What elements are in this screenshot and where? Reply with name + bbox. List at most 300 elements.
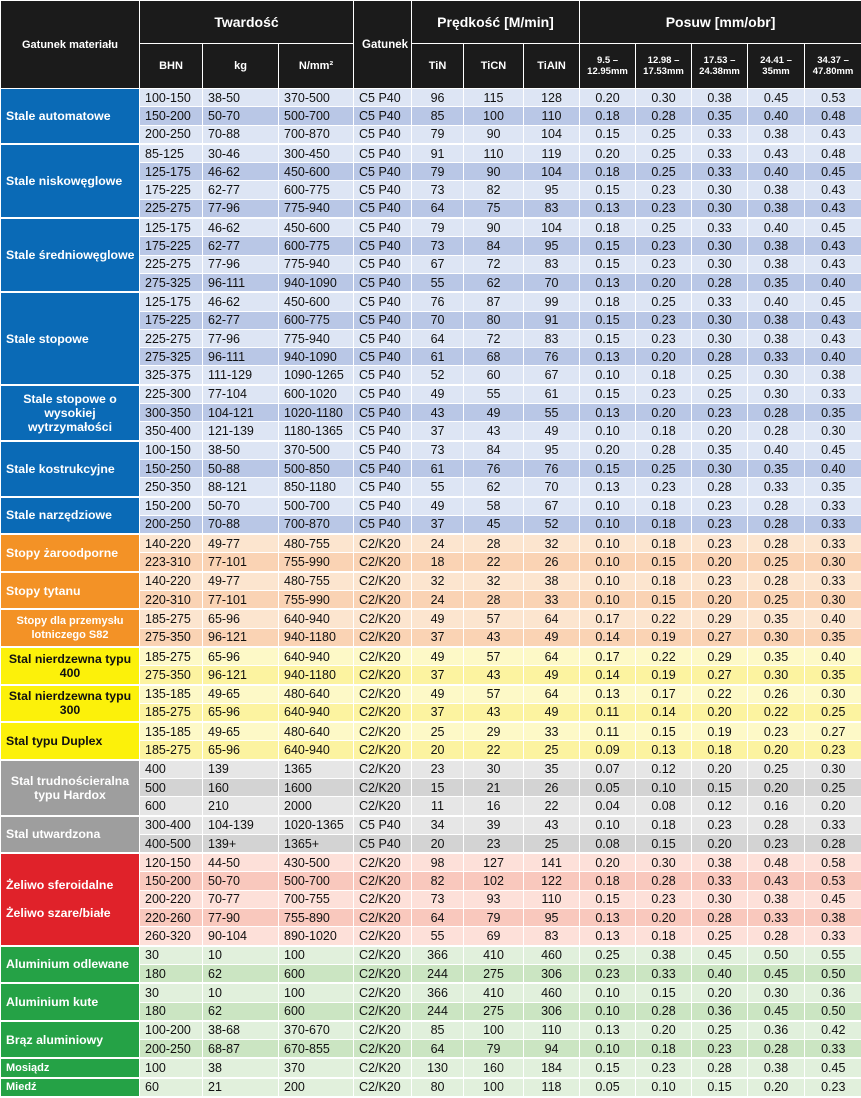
cell-feed-3: 0.28 bbox=[692, 478, 748, 497]
cell-grade: C5 P40 bbox=[354, 478, 412, 497]
cell-nmm2: 500-700 bbox=[279, 497, 354, 516]
cell-feed-5: 0.45 bbox=[805, 1058, 861, 1077]
cell-feed-1: 0.15 bbox=[580, 385, 636, 404]
cell-feed-4: 0.38 bbox=[748, 311, 805, 329]
cell-ticn: 93 bbox=[464, 890, 524, 908]
cell-feed-4: 0.28 bbox=[748, 572, 805, 591]
cell-nmm2: 500-700 bbox=[279, 872, 354, 890]
cell-feed-4: 0.40 bbox=[748, 163, 805, 181]
cell-feed-5: 0.45 bbox=[805, 890, 861, 908]
cell-feed-2: 0.13 bbox=[636, 741, 692, 760]
table-row bbox=[1, 89, 861, 107]
cell-feed-3: 0.27 bbox=[692, 628, 748, 647]
cell-kg: 21 bbox=[203, 1078, 279, 1097]
cell-feed-5: 0.36 bbox=[805, 983, 861, 1002]
cell-grade: C5 P40 bbox=[354, 144, 412, 163]
cell-tin: 37 bbox=[412, 666, 464, 685]
cell-feed-4: 0.33 bbox=[748, 909, 805, 927]
cell-feed-1: 0.15 bbox=[580, 329, 636, 347]
cell-feed-5: 0.42 bbox=[805, 1021, 861, 1040]
cell-kg: 210 bbox=[203, 797, 279, 816]
cell-tin: 37 bbox=[412, 422, 464, 441]
table-row bbox=[1, 946, 861, 965]
cell-tiain: 110 bbox=[524, 890, 580, 908]
cell-ticn: 100 bbox=[464, 107, 524, 125]
material-group-label: Stopy dla przemysłu lotniczego S82 bbox=[1, 609, 140, 647]
cell-tiain: 118 bbox=[524, 1078, 580, 1097]
cell-kg: 104-121 bbox=[203, 404, 279, 422]
table-row bbox=[1, 983, 861, 1002]
cell-feed-4: 0.50 bbox=[748, 946, 805, 965]
cell-ticn: 90 bbox=[464, 218, 524, 237]
cell-feed-1: 0.20 bbox=[580, 441, 636, 460]
material-group-label: Stale stopowe o wysokiej wytrzymałości bbox=[1, 385, 140, 441]
cell-feed-2: 0.18 bbox=[636, 515, 692, 534]
cell-kg: 160 bbox=[203, 778, 279, 796]
cell-ticn: 22 bbox=[464, 741, 524, 760]
material-group-label: Stal trudnościeralna typu Hardox bbox=[1, 760, 140, 816]
cell-kg: 50-70 bbox=[203, 107, 279, 125]
cell-feed-5: 0.33 bbox=[805, 385, 861, 404]
cell-feed-5: 0.48 bbox=[805, 144, 861, 163]
cell-nmm2: 1090-1265 bbox=[279, 366, 354, 385]
cell-feed-4: 0.38 bbox=[748, 237, 805, 255]
cell-feed-4: 0.30 bbox=[748, 666, 805, 685]
cell-feed-1: 0.15 bbox=[580, 237, 636, 255]
table-header bbox=[1, 1, 861, 89]
cell-feed-3: 0.23 bbox=[692, 404, 748, 422]
cell-ticn: 90 bbox=[464, 163, 524, 181]
cell-feed-1: 0.15 bbox=[580, 255, 636, 273]
cell-tin: 73 bbox=[412, 441, 464, 460]
cell-nmm2: 430-500 bbox=[279, 853, 354, 872]
cell-bhn: 185-275 bbox=[140, 647, 203, 666]
cell-feed-2: 0.18 bbox=[636, 422, 692, 441]
cell-ticn: 32 bbox=[464, 572, 524, 591]
cell-feed-3: 0.33 bbox=[692, 125, 748, 144]
cell-tin: 91 bbox=[412, 144, 464, 163]
cell-grade: C5 P40 bbox=[354, 497, 412, 516]
cell-kg: 88-121 bbox=[203, 478, 279, 497]
cell-feed-2: 0.12 bbox=[636, 760, 692, 779]
cell-feed-1: 0.13 bbox=[580, 404, 636, 422]
cell-feed-3: 0.30 bbox=[692, 459, 748, 477]
cell-feed-4: 0.25 bbox=[748, 760, 805, 779]
material-group-label: Stal nierdzewna typu 300 bbox=[1, 685, 140, 723]
cell-feed-1: 0.13 bbox=[580, 348, 636, 366]
cell-nmm2: 600-775 bbox=[279, 237, 354, 255]
cell-ticn: 43 bbox=[464, 666, 524, 685]
cell-bhn: 30 bbox=[140, 946, 203, 965]
cell-tiain: 64 bbox=[524, 685, 580, 704]
cell-feed-5: 0.45 bbox=[805, 218, 861, 237]
cell-feed-2: 0.15 bbox=[636, 834, 692, 853]
cell-grade: C2/K20 bbox=[354, 591, 412, 610]
cell-grade: C5 P40 bbox=[354, 163, 412, 181]
cell-feed-4: 0.38 bbox=[748, 890, 805, 908]
cell-tiain: 67 bbox=[524, 366, 580, 385]
cell-tin: 24 bbox=[412, 591, 464, 610]
cell-tiain: 306 bbox=[524, 964, 580, 983]
cell-nmm2: 890-1020 bbox=[279, 927, 354, 946]
cell-feed-4: 0.20 bbox=[748, 778, 805, 796]
cell-feed-2: 0.20 bbox=[636, 273, 692, 292]
cell-feed-2: 0.38 bbox=[636, 946, 692, 965]
cell-kg: 10 bbox=[203, 946, 279, 965]
cell-feed-5: 0.33 bbox=[805, 1040, 861, 1059]
cell-feed-5: 0.40 bbox=[805, 459, 861, 477]
cell-kg: 65-96 bbox=[203, 703, 279, 722]
cell-feed-2: 0.28 bbox=[636, 441, 692, 460]
cell-tin: 79 bbox=[412, 218, 464, 237]
cell-feed-5: 0.33 bbox=[805, 534, 861, 553]
cell-feed-3: 0.30 bbox=[692, 181, 748, 199]
table-row bbox=[1, 144, 861, 163]
table-row bbox=[1, 385, 861, 404]
cell-feed-4: 0.25 bbox=[748, 591, 805, 610]
cell-feed-5: 0.43 bbox=[805, 311, 861, 329]
cell-feed-3: 0.19 bbox=[692, 722, 748, 741]
cell-kg: 50-70 bbox=[203, 872, 279, 890]
cell-feed-1: 0.13 bbox=[580, 273, 636, 292]
cell-kg: 70-88 bbox=[203, 515, 279, 534]
cell-tiain: 95 bbox=[524, 181, 580, 199]
cell-bhn: 135-185 bbox=[140, 685, 203, 704]
cell-nmm2: 1180-1365 bbox=[279, 422, 354, 441]
cell-tin: 67 bbox=[412, 255, 464, 273]
cell-feed-2: 0.33 bbox=[636, 964, 692, 983]
cell-tiain: 64 bbox=[524, 647, 580, 666]
cell-tin: 64 bbox=[412, 1040, 464, 1059]
cell-feed-2: 0.20 bbox=[636, 404, 692, 422]
cell-feed-4: 0.28 bbox=[748, 534, 805, 553]
cell-tiain: 95 bbox=[524, 237, 580, 255]
cell-feed-3: 0.30 bbox=[692, 311, 748, 329]
cell-feed-2: 0.23 bbox=[636, 311, 692, 329]
cell-nmm2: 775-940 bbox=[279, 329, 354, 347]
cell-ticn: 57 bbox=[464, 685, 524, 704]
cell-nmm2: 370-670 bbox=[279, 1021, 354, 1040]
cell-feed-1: 0.10 bbox=[580, 422, 636, 441]
cell-feed-4: 0.38 bbox=[748, 125, 805, 144]
cell-tiain: 83 bbox=[524, 199, 580, 218]
cell-feed-3: 0.27 bbox=[692, 666, 748, 685]
cell-feed-2: 0.28 bbox=[636, 107, 692, 125]
cell-feed-1: 0.11 bbox=[580, 722, 636, 741]
cell-kg: 139+ bbox=[203, 834, 279, 853]
cell-kg: 38-68 bbox=[203, 1021, 279, 1040]
table-row bbox=[1, 218, 861, 237]
cell-feed-5: 0.43 bbox=[805, 181, 861, 199]
cell-feed-1: 0.17 bbox=[580, 609, 636, 628]
cell-nmm2: 600 bbox=[279, 964, 354, 983]
cell-feed-2: 0.18 bbox=[636, 572, 692, 591]
cell-kg: 96-111 bbox=[203, 273, 279, 292]
cell-feed-5: 0.48 bbox=[805, 107, 861, 125]
cell-feed-1: 0.05 bbox=[580, 778, 636, 796]
cell-tin: 85 bbox=[412, 107, 464, 125]
cell-nmm2: 600-1020 bbox=[279, 385, 354, 404]
cell-feed-4: 0.25 bbox=[748, 553, 805, 572]
cell-bhn: 500 bbox=[140, 778, 203, 796]
cell-nmm2: 755-890 bbox=[279, 909, 354, 927]
cell-kg: 44-50 bbox=[203, 853, 279, 872]
cell-grade: C5 P40 bbox=[354, 459, 412, 477]
cell-feed-3: 0.38 bbox=[692, 89, 748, 107]
cell-ticn: 21 bbox=[464, 778, 524, 796]
cell-kg: 38-50 bbox=[203, 441, 279, 460]
cell-feed-2: 0.23 bbox=[636, 199, 692, 218]
cell-kg: 96-111 bbox=[203, 348, 279, 366]
cell-nmm2: 370-500 bbox=[279, 441, 354, 460]
cell-bhn: 225-275 bbox=[140, 199, 203, 218]
cell-nmm2: 1600 bbox=[279, 778, 354, 796]
cell-tiain: 55 bbox=[524, 404, 580, 422]
cell-feed-3: 0.30 bbox=[692, 237, 748, 255]
cell-feed-1: 0.14 bbox=[580, 666, 636, 685]
cell-bhn: 185-275 bbox=[140, 609, 203, 628]
cell-ticn: 28 bbox=[464, 591, 524, 610]
cell-bhn: 185-275 bbox=[140, 741, 203, 760]
cell-feed-5: 0.30 bbox=[805, 591, 861, 610]
cell-nmm2: 1365+ bbox=[279, 834, 354, 853]
cell-feed-3: 0.20 bbox=[692, 760, 748, 779]
cell-feed-2: 0.30 bbox=[636, 89, 692, 107]
cell-feed-1: 0.05 bbox=[580, 1078, 636, 1097]
cell-feed-5: 0.53 bbox=[805, 89, 861, 107]
cell-feed-1: 0.20 bbox=[580, 144, 636, 163]
cell-feed-3: 0.23 bbox=[692, 572, 748, 591]
cell-kg: 38-50 bbox=[203, 89, 279, 107]
material-group-label: Brąz aluminiowy bbox=[1, 1021, 140, 1059]
cell-feed-2: 0.15 bbox=[636, 983, 692, 1002]
cell-tin: 49 bbox=[412, 647, 464, 666]
cell-grade: C2/K20 bbox=[354, 778, 412, 796]
cell-feed-2: 0.08 bbox=[636, 797, 692, 816]
cell-nmm2: 940-1090 bbox=[279, 348, 354, 366]
cell-feed-3: 0.25 bbox=[692, 385, 748, 404]
cell-tin: 55 bbox=[412, 273, 464, 292]
cell-feed-1: 0.13 bbox=[580, 927, 636, 946]
cell-feed-3: 0.33 bbox=[692, 218, 748, 237]
cell-feed-1: 0.23 bbox=[580, 964, 636, 983]
cell-nmm2: 480-755 bbox=[279, 534, 354, 553]
cell-feed-4: 0.35 bbox=[748, 459, 805, 477]
cell-feed-2: 0.15 bbox=[636, 722, 692, 741]
cell-bhn: 275-325 bbox=[140, 348, 203, 366]
material-group-label: Żeliwo sferoidalne Żeliwo szare/białe bbox=[1, 853, 140, 945]
cell-feed-2: 0.25 bbox=[636, 459, 692, 477]
cell-tin: 73 bbox=[412, 890, 464, 908]
cell-feed-5: 0.43 bbox=[805, 255, 861, 273]
table-row bbox=[1, 647, 861, 666]
cell-ticn: 68 bbox=[464, 348, 524, 366]
cell-feed-3: 0.28 bbox=[692, 348, 748, 366]
cell-ticn: 160 bbox=[464, 1058, 524, 1077]
cell-grade: C5 P40 bbox=[354, 199, 412, 218]
cell-tiain: 122 bbox=[524, 872, 580, 890]
cell-grade: C5 P40 bbox=[354, 125, 412, 144]
cell-feed-2: 0.23 bbox=[636, 181, 692, 199]
cell-bhn: 260-320 bbox=[140, 927, 203, 946]
cell-ticn: 43 bbox=[464, 422, 524, 441]
cell-grade: C2/K20 bbox=[354, 666, 412, 685]
cell-tiain: 110 bbox=[524, 1021, 580, 1040]
cell-feed-1: 0.15 bbox=[580, 311, 636, 329]
header-feed-col-4: 24.41 – 35mm bbox=[748, 44, 805, 89]
cell-feed-4: 0.28 bbox=[748, 1040, 805, 1059]
cell-grade: C2/K20 bbox=[354, 872, 412, 890]
cell-nmm2: 600 bbox=[279, 1002, 354, 1021]
cell-tiain: 184 bbox=[524, 1058, 580, 1077]
cell-ticn: 60 bbox=[464, 366, 524, 385]
cell-bhn: 400 bbox=[140, 760, 203, 779]
cell-tin: 82 bbox=[412, 872, 464, 890]
cell-feed-4: 0.30 bbox=[748, 628, 805, 647]
cell-tin: 366 bbox=[412, 946, 464, 965]
table-row bbox=[1, 497, 861, 516]
cell-feed-5: 0.33 bbox=[805, 927, 861, 946]
cell-feed-5: 0.35 bbox=[805, 404, 861, 422]
cell-feed-3: 0.29 bbox=[692, 647, 748, 666]
cell-kg: 70-88 bbox=[203, 125, 279, 144]
cell-feed-4: 0.26 bbox=[748, 685, 805, 704]
cell-feed-2: 0.18 bbox=[636, 1040, 692, 1059]
cell-grade: C5 P40 bbox=[354, 422, 412, 441]
cell-feed-5: 0.45 bbox=[805, 441, 861, 460]
cell-grade: C2/K20 bbox=[354, 609, 412, 628]
cell-bhn: 125-175 bbox=[140, 163, 203, 181]
cell-feed-2: 0.23 bbox=[636, 385, 692, 404]
cell-feed-1: 0.13 bbox=[580, 909, 636, 927]
cell-tin: 76 bbox=[412, 292, 464, 311]
cell-tiain: 26 bbox=[524, 778, 580, 796]
cell-bhn: 100-200 bbox=[140, 1021, 203, 1040]
cell-grade: C2/K20 bbox=[354, 964, 412, 983]
table-row bbox=[1, 760, 861, 779]
cell-feed-4: 0.40 bbox=[748, 218, 805, 237]
cell-kg: 96-121 bbox=[203, 666, 279, 685]
cell-feed-3: 0.38 bbox=[692, 853, 748, 872]
cell-kg: 70-77 bbox=[203, 890, 279, 908]
cell-feed-4: 0.35 bbox=[748, 609, 805, 628]
cell-kg: 104-139 bbox=[203, 816, 279, 835]
cell-tiain: 49 bbox=[524, 628, 580, 647]
material-group-label: Stale narzędziowe bbox=[1, 497, 140, 535]
cell-feed-3: 0.20 bbox=[692, 553, 748, 572]
cell-tiain: 70 bbox=[524, 478, 580, 497]
cell-tiain: 49 bbox=[524, 666, 580, 685]
cell-feed-3: 0.20 bbox=[692, 422, 748, 441]
cell-feed-1: 0.13 bbox=[580, 1021, 636, 1040]
cell-feed-5: 0.43 bbox=[805, 199, 861, 218]
cell-feed-1: 0.13 bbox=[580, 685, 636, 704]
cell-feed-1: 0.25 bbox=[580, 946, 636, 965]
cell-grade: C2/K20 bbox=[354, 1021, 412, 1040]
cell-feed-1: 0.10 bbox=[580, 515, 636, 534]
cell-nmm2: 480-755 bbox=[279, 572, 354, 591]
cell-feed-5: 0.27 bbox=[805, 722, 861, 741]
cell-feed-1: 0.15 bbox=[580, 181, 636, 199]
cell-feed-4: 0.30 bbox=[748, 385, 805, 404]
cell-tin: 20 bbox=[412, 741, 464, 760]
cell-feed-5: 0.25 bbox=[805, 778, 861, 796]
material-group-label: Miedź bbox=[1, 1078, 140, 1097]
cell-bhn: 300-400 bbox=[140, 816, 203, 835]
material-group-label: Stal typu Duplex bbox=[1, 722, 140, 760]
cell-feed-2: 0.14 bbox=[636, 703, 692, 722]
cell-grade: C2/K20 bbox=[354, 890, 412, 908]
cell-tiain: 104 bbox=[524, 218, 580, 237]
header-speed: Prędkość [M/min] bbox=[412, 1, 580, 44]
cell-feed-3: 0.25 bbox=[692, 927, 748, 946]
cell-feed-3: 0.30 bbox=[692, 199, 748, 218]
cell-kg: 38 bbox=[203, 1058, 279, 1077]
cell-nmm2: 640-940 bbox=[279, 609, 354, 628]
table-row bbox=[1, 572, 861, 591]
cell-tiain: 43 bbox=[524, 816, 580, 835]
header-feed: Posuw [mm/obr] bbox=[580, 1, 861, 44]
cell-feed-4: 0.35 bbox=[748, 647, 805, 666]
cell-feed-2: 0.28 bbox=[636, 872, 692, 890]
cell-feed-4: 0.33 bbox=[748, 348, 805, 366]
cell-feed-5: 0.35 bbox=[805, 628, 861, 647]
cell-ticn: 30 bbox=[464, 760, 524, 779]
cell-bhn: 300-350 bbox=[140, 404, 203, 422]
cell-feed-2: 0.19 bbox=[636, 666, 692, 685]
cell-ticn: 115 bbox=[464, 89, 524, 107]
cell-feed-5: 0.35 bbox=[805, 478, 861, 497]
cell-ticn: 127 bbox=[464, 853, 524, 872]
cell-tiain: 104 bbox=[524, 163, 580, 181]
cell-tin: 96 bbox=[412, 89, 464, 107]
cell-nmm2: 1020-1365 bbox=[279, 816, 354, 835]
header-tiain: TiAIN bbox=[524, 44, 580, 89]
cell-feed-5: 0.23 bbox=[805, 741, 861, 760]
cell-tin: 52 bbox=[412, 366, 464, 385]
cell-feed-1: 0.10 bbox=[580, 572, 636, 591]
cell-bhn: 275-325 bbox=[140, 273, 203, 292]
cell-feed-3: 0.23 bbox=[692, 1040, 748, 1059]
cell-bhn: 225-275 bbox=[140, 329, 203, 347]
cell-feed-4: 0.28 bbox=[748, 515, 805, 534]
cell-bhn: 85-125 bbox=[140, 144, 203, 163]
cell-ticn: 57 bbox=[464, 647, 524, 666]
cell-feed-1: 0.07 bbox=[580, 760, 636, 779]
cell-kg: 50-70 bbox=[203, 497, 279, 516]
cell-tin: 37 bbox=[412, 703, 464, 722]
cell-feed-4: 0.43 bbox=[748, 144, 805, 163]
cell-grade: C2/K20 bbox=[354, 553, 412, 572]
header-feed-col-2: 12.98 – 17.53mm bbox=[636, 44, 692, 89]
cell-tin: 49 bbox=[412, 685, 464, 704]
cell-feed-5: 0.33 bbox=[805, 515, 861, 534]
cell-tiain: 52 bbox=[524, 515, 580, 534]
cell-kg: 46-62 bbox=[203, 218, 279, 237]
cell-tiain: 76 bbox=[524, 348, 580, 366]
material-group-label: Stale stopowe bbox=[1, 292, 140, 384]
cell-tin: 85 bbox=[412, 1021, 464, 1040]
cell-grade: C5 P40 bbox=[354, 515, 412, 534]
cell-bhn: 200-250 bbox=[140, 1040, 203, 1059]
cell-feed-3: 0.12 bbox=[692, 797, 748, 816]
cell-feed-3: 0.30 bbox=[692, 890, 748, 908]
cell-bhn: 100-150 bbox=[140, 441, 203, 460]
cell-tin: 130 bbox=[412, 1058, 464, 1077]
cell-feed-4: 0.35 bbox=[748, 273, 805, 292]
cell-tiain: 83 bbox=[524, 927, 580, 946]
cell-tiain: 76 bbox=[524, 459, 580, 477]
